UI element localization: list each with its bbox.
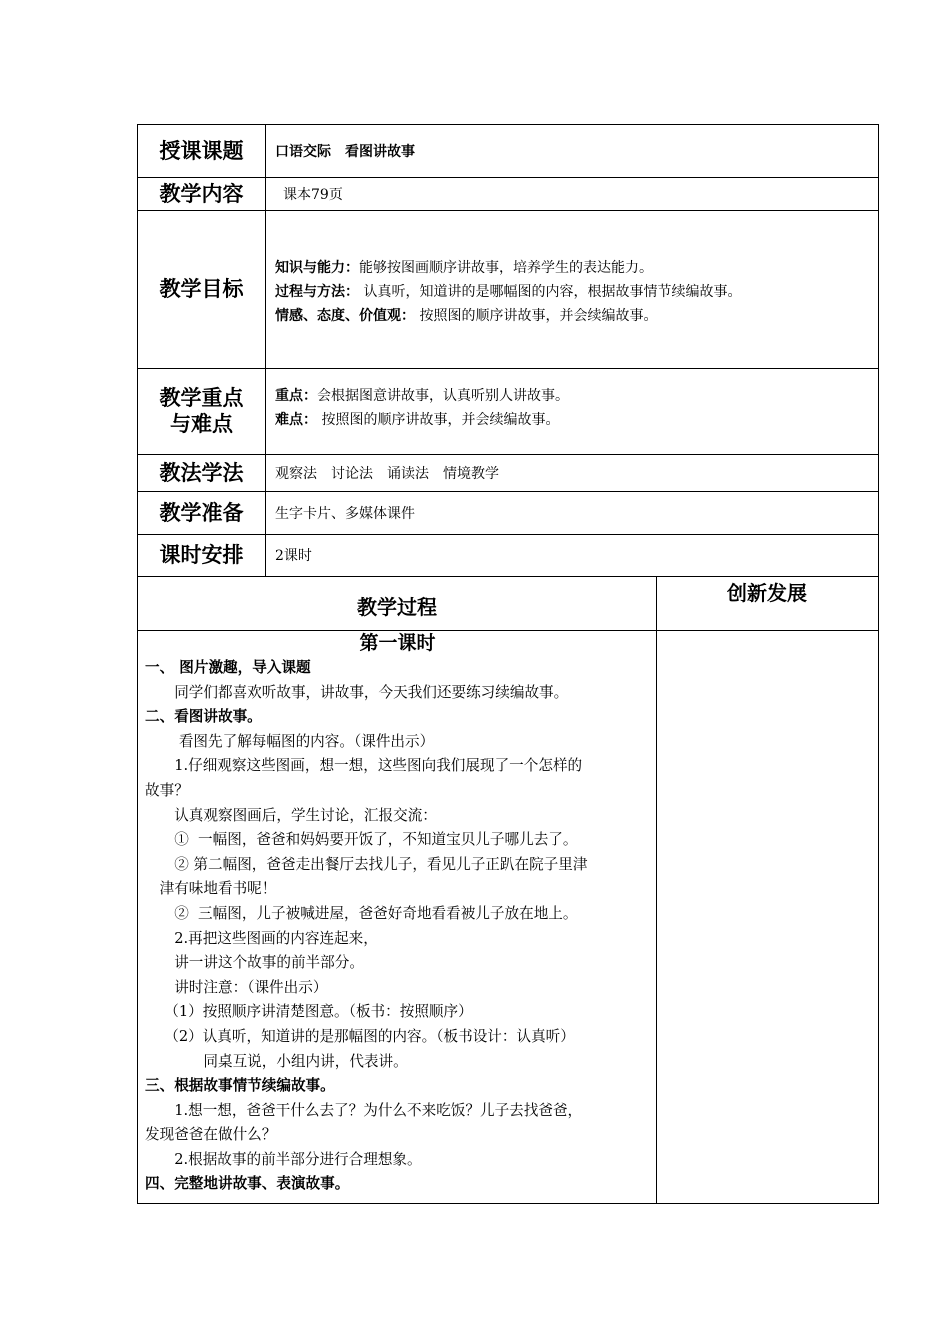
section-heading: 四、完整地讲故事、表演故事。 <box>145 1175 350 1193</box>
process-line: 2.再把这些图画的内容连起来， <box>145 929 378 947</box>
key-points-label-line1: 教学重点 <box>159 386 244 410</box>
key-point-item <box>275 384 569 408</box>
process-line: 发现爸爸在做什么？ <box>145 1126 277 1144</box>
topic-label: 授课课题 <box>159 139 244 163</box>
key-point-text: 按照图的顺序讲故事，并会续编故事。 <box>317 412 560 428</box>
process-line: （2）认真听，知道讲的是那幅图的内容。（板书设计：认真听） <box>145 1027 575 1045</box>
objective-text: 认真听，知道讲的是哪幅图的内容，根据故事情节续编故事。 <box>359 284 742 300</box>
process-line: （1）按照顺序讲清楚图意。（板书：按照顺序） <box>145 1003 473 1021</box>
section-heading: 一、 图片激趣，导入课题 <box>145 659 311 676</box>
process-line: 津有味地看书呢！ <box>145 880 277 898</box>
process-line: 认真观察图画后，学生讨论，汇报交流： <box>145 806 437 824</box>
preparation-value: 生字卡片、多媒体课件 <box>275 505 415 522</box>
process-line: 同桌互说，小组内讲，代表讲。 <box>145 1052 408 1070</box>
key-point-key: 重点： <box>275 388 317 404</box>
methods-value: 观察法 讨论法 诵读法 情境教学 <box>275 465 499 482</box>
key-point-text: 会根据图意讲故事，认真听别人讲故事。 <box>317 388 569 404</box>
objectives-list <box>275 256 741 328</box>
key-points-label <box>138 368 265 454</box>
key-point-item <box>275 408 569 432</box>
process-line: 讲时注意：（课件出示） <box>145 978 328 996</box>
objectives-label: 教学目标 <box>159 277 244 301</box>
process-line: 讲一讲这个故事的前半部分。 <box>145 954 364 972</box>
objective-key: 情感、态度、价值观： <box>275 308 415 324</box>
objective-item <box>275 256 741 280</box>
objective-key: 知识与能力： <box>275 260 359 276</box>
content-value: 课本79页 <box>283 186 343 203</box>
section-heading: 三、根据故事情节续编故事。 <box>145 1077 335 1095</box>
objective-text: 能够按图画顺序讲故事，培养学生的表达能力。 <box>359 260 653 276</box>
lesson-plan-table <box>137 124 879 1204</box>
preparation-label: 教学准备 <box>159 500 244 525</box>
objective-item <box>275 280 741 304</box>
process-line: 1.仔细观察这些图画，想一想，这些图向我们展现了一个怎样的 <box>145 757 583 775</box>
process-body <box>145 630 650 1197</box>
objective-item <box>275 304 741 328</box>
process-line: 2.根据故事的前半部分进行合理想象。 <box>145 1150 422 1168</box>
objective-text: 按照图的顺序讲故事，并会续编故事。 <box>415 308 658 324</box>
key-points-label-line2: 与难点 <box>170 412 233 436</box>
topic-value: 口语交际 看图讲故事 <box>275 144 415 160</box>
process-line: 同学们都喜欢听故事，讲故事，今天我们还要练习续编故事。 <box>145 683 569 701</box>
process-line: 故事？ <box>145 781 189 799</box>
process-line: ① 一幅图，爸爸和妈妈要开饭了，不知道宝贝儿子哪儿去了。 <box>145 831 578 849</box>
process-line: ② 第二幅图，爸爸走出餐厅去找儿子，看见儿子正趴在院子里津 <box>145 855 588 873</box>
objective-key: 过程与方法： <box>275 284 359 300</box>
process-title: 教学过程 <box>357 595 437 619</box>
process-lines <box>145 656 650 1197</box>
content-label: 教学内容 <box>159 181 244 206</box>
column-divider <box>265 125 266 576</box>
lesson-title: 第一课时 <box>359 632 436 654</box>
methods-label: 教法学法 <box>159 460 244 485</box>
innovation-title: 创新发展 <box>727 581 807 605</box>
schedule-label: 课时安排 <box>159 543 244 567</box>
schedule-value: 2课时 <box>275 548 312 564</box>
process-line: ② 三幅图，儿子被喊进屋，爸爸好奇地看看被儿子放在地上。 <box>145 904 578 922</box>
column-divider <box>656 576 657 1204</box>
process-line: 看图先了解每幅图的内容。（课件出示） <box>145 732 435 750</box>
section-heading: 二、看图讲故事。 <box>145 708 262 726</box>
process-line: 1.想一想，爸爸干什么去了？为什么不来吃饭？儿子去找爸爸， <box>145 1101 583 1119</box>
key-point-key: 难点： <box>275 412 317 428</box>
key-points-list <box>275 384 569 432</box>
